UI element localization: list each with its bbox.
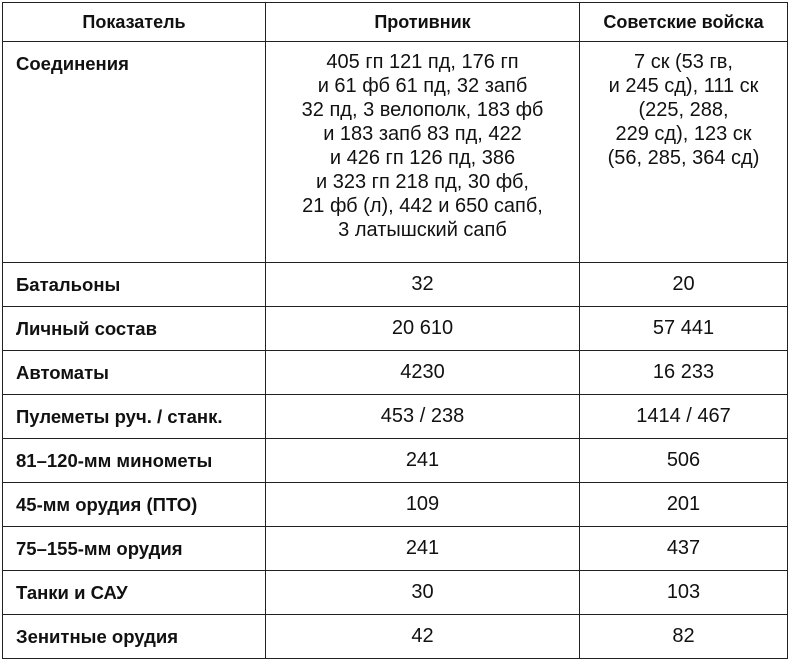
row-label: Зенитные орудия: [3, 615, 266, 659]
row-label: 75–155-мм орудия: [3, 527, 266, 571]
header-indicator: Показатель: [3, 3, 266, 42]
row-label: Соединения: [3, 42, 266, 263]
enemy-formations-line: и 426 гп 126 пд, 386: [329, 147, 516, 169]
row-label: Танки и САУ: [3, 571, 266, 615]
soviet-value: 103: [580, 571, 788, 615]
soviet-value: 16 233: [580, 351, 788, 395]
enemy-formations-line: 21 фб (л), 442 и 650 сапб,: [302, 195, 543, 217]
enemy-formations-line: и 323 гп 218 пд, 30 фб,: [316, 171, 529, 193]
row-label: Батальоны: [3, 263, 266, 307]
header-enemy: Противник: [266, 3, 580, 42]
table-row: [3, 571, 788, 615]
soviet-value: 57 441: [580, 307, 788, 351]
enemy-formations-line: 32 пд, 3 велополк, 183 фб: [301, 99, 544, 121]
soviet-formations-line: 7 ск (53 гв,: [634, 51, 733, 73]
enemy-formations-cell: [266, 42, 580, 263]
soviet-value: 1414 / 467: [580, 395, 788, 439]
header-soviet: Советские войска: [580, 3, 788, 42]
enemy-formations-line: и 183 запб 83 пд, 422: [323, 123, 522, 145]
table-row: [3, 615, 788, 659]
enemy-value: 453 / 238: [266, 395, 580, 439]
enemy-value: 109: [266, 483, 580, 527]
soviet-formations-line: и 245 сд), 111 ск: [608, 75, 759, 97]
enemy-formations-line: 3 латышский сапб: [338, 219, 507, 241]
table-row: [3, 439, 788, 483]
soviet-formations-cell: [580, 42, 788, 263]
table-row: [3, 483, 788, 527]
enemy-value: 32: [266, 263, 580, 307]
table-row: [3, 527, 788, 571]
table-row-formations: [3, 42, 788, 263]
header-row: [3, 3, 788, 42]
soviet-value: 201: [580, 483, 788, 527]
table-row: [3, 263, 788, 307]
enemy-formations-line: 405 гп 121 пд, 176 гп: [326, 51, 519, 73]
enemy-value: 4230: [266, 351, 580, 395]
soviet-value: 20: [580, 263, 788, 307]
soviet-value: 437: [580, 527, 788, 571]
soviet-value: 82: [580, 615, 788, 659]
row-label: 45-мм орудия (ПТО): [3, 483, 266, 527]
soviet-formations-line: (56, 285, 364 сд): [607, 147, 760, 169]
enemy-value: 241: [266, 439, 580, 483]
table-row: [3, 395, 788, 439]
table-row: [3, 307, 788, 351]
soviet-formations-line: 229 сд), 123 ск: [615, 123, 752, 145]
row-label: Личный состав: [3, 307, 266, 351]
enemy-formations-line: и 61 фб 61 пд, 32 запб: [317, 75, 528, 97]
soviet-formations-line: (225, 288,: [638, 99, 729, 121]
soviet-value: 506: [580, 439, 788, 483]
row-label: 81–120-мм минометы: [3, 439, 266, 483]
enemy-value: 241: [266, 527, 580, 571]
enemy-value: 20 610: [266, 307, 580, 351]
row-label: Пулеметы руч. / станк.: [3, 395, 266, 439]
table-row: [3, 351, 788, 395]
enemy-value: 42: [266, 615, 580, 659]
forces-comparison-table: [2, 2, 788, 659]
enemy-value: 30: [266, 571, 580, 615]
row-label: Автоматы: [3, 351, 266, 395]
